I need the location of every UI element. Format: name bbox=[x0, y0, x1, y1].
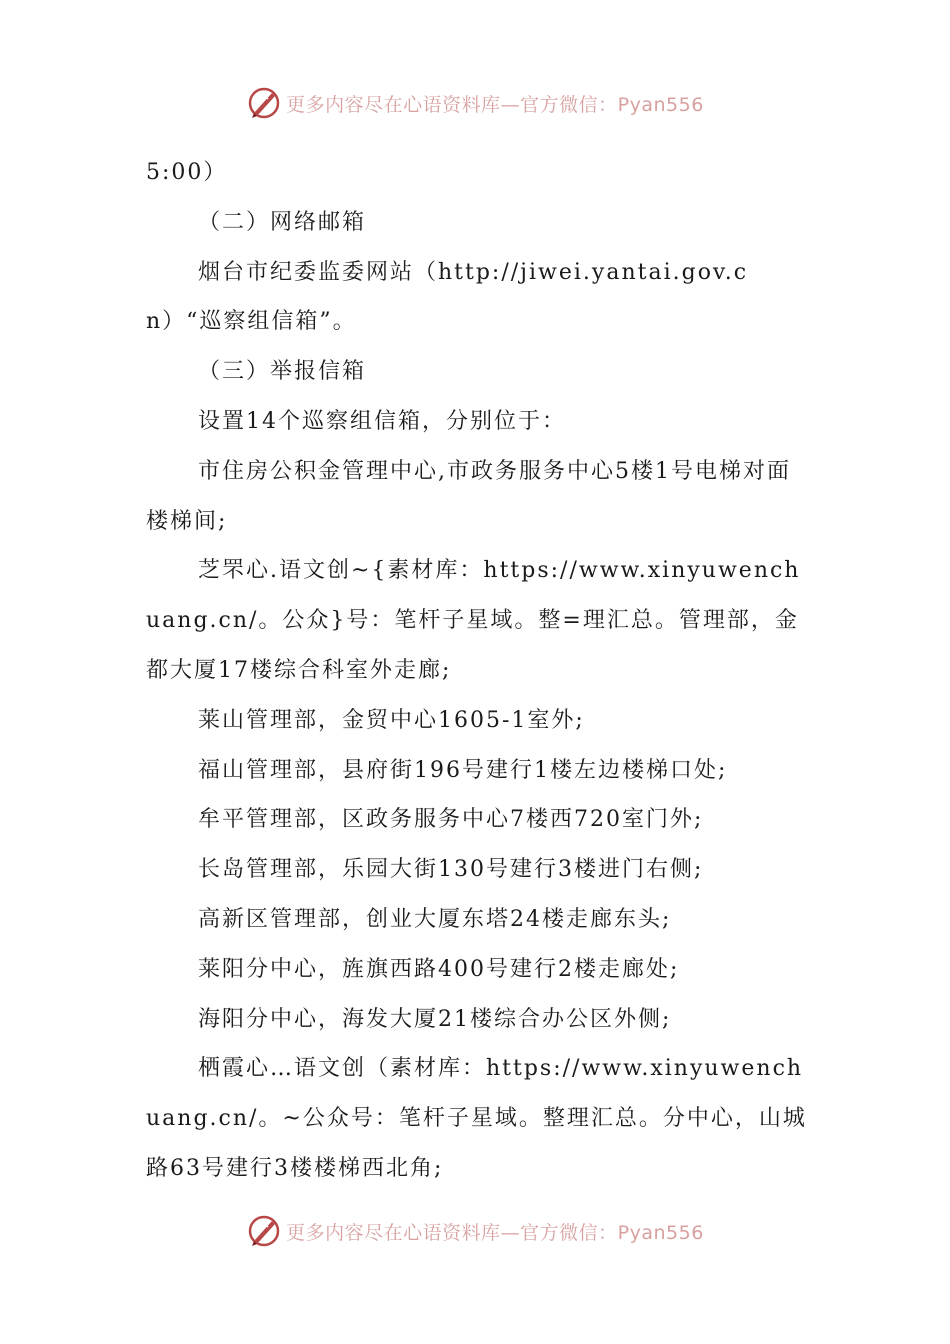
pen-logo-icon bbox=[246, 1213, 282, 1249]
document-body bbox=[146, 148, 808, 1194]
wechat-id: Pyan556 bbox=[617, 1221, 704, 1244]
paragraph: 长岛管理部，乐园大街130号建行3楼进门右侧; bbox=[198, 857, 704, 883]
paragraph: 栖霞心…语文创（素材库：https://www.xinyuwenchuang.cn/。~公众号：笔杆子星域。整理汇总。分中心，山城路63号建行3楼楼梯西北角; bbox=[146, 1056, 807, 1181]
paragraph: 牟平管理部，区政务服务中心7楼西720室门外; bbox=[198, 807, 704, 833]
watermark-text: 更多内容尽在心语资料库—官方微信：Pyan556 bbox=[286, 1221, 704, 1244]
paragraph: 莱阳分中心，旌旗西路400号建行2楼走廊处; bbox=[198, 956, 680, 982]
watermark-text: 更多内容尽在心语资料库—官方微信：Pyan556 bbox=[286, 93, 704, 116]
paragraph: 高新区管理部，创业大厦东塔24楼走廊东头; bbox=[198, 906, 672, 932]
wechat-id: Pyan556 bbox=[617, 93, 704, 116]
paragraph: 芝罘心.语文创~{素材库：https://www.xinyuwenchuang.cn/。公众}号：笔杆子星域。整=理汇总。管理部，金都大厦17楼综合科室外走廊; bbox=[146, 558, 801, 683]
paragraph: 福山管理部，县府街196号建行1楼左边楼梯口处; bbox=[198, 757, 728, 783]
paragraph: 海阳分中心，海发大厦21楼综合办公区外侧; bbox=[198, 1006, 672, 1032]
watermark-header bbox=[0, 82, 950, 124]
paragraph: 设置14个巡察组信箱，分别位于： bbox=[198, 408, 566, 434]
watermark-footer bbox=[0, 1210, 950, 1252]
paragraph: 5:00） bbox=[146, 160, 228, 185]
pen-logo-icon bbox=[246, 85, 282, 121]
paragraph: （二）网络邮箱 bbox=[198, 209, 367, 235]
paragraph: 烟台市纪委监委网站（http://jiwei.yantai.gov.cn）“巡察组信箱”。 bbox=[146, 259, 749, 335]
paragraph: （三）举报信箱 bbox=[198, 359, 367, 385]
paragraph: 莱山管理部，金贸中心1605-1室外; bbox=[198, 707, 585, 733]
paragraph: 市住房公积金管理中心,市政务服务中心5楼1号电梯对面楼梯间; bbox=[146, 458, 791, 534]
